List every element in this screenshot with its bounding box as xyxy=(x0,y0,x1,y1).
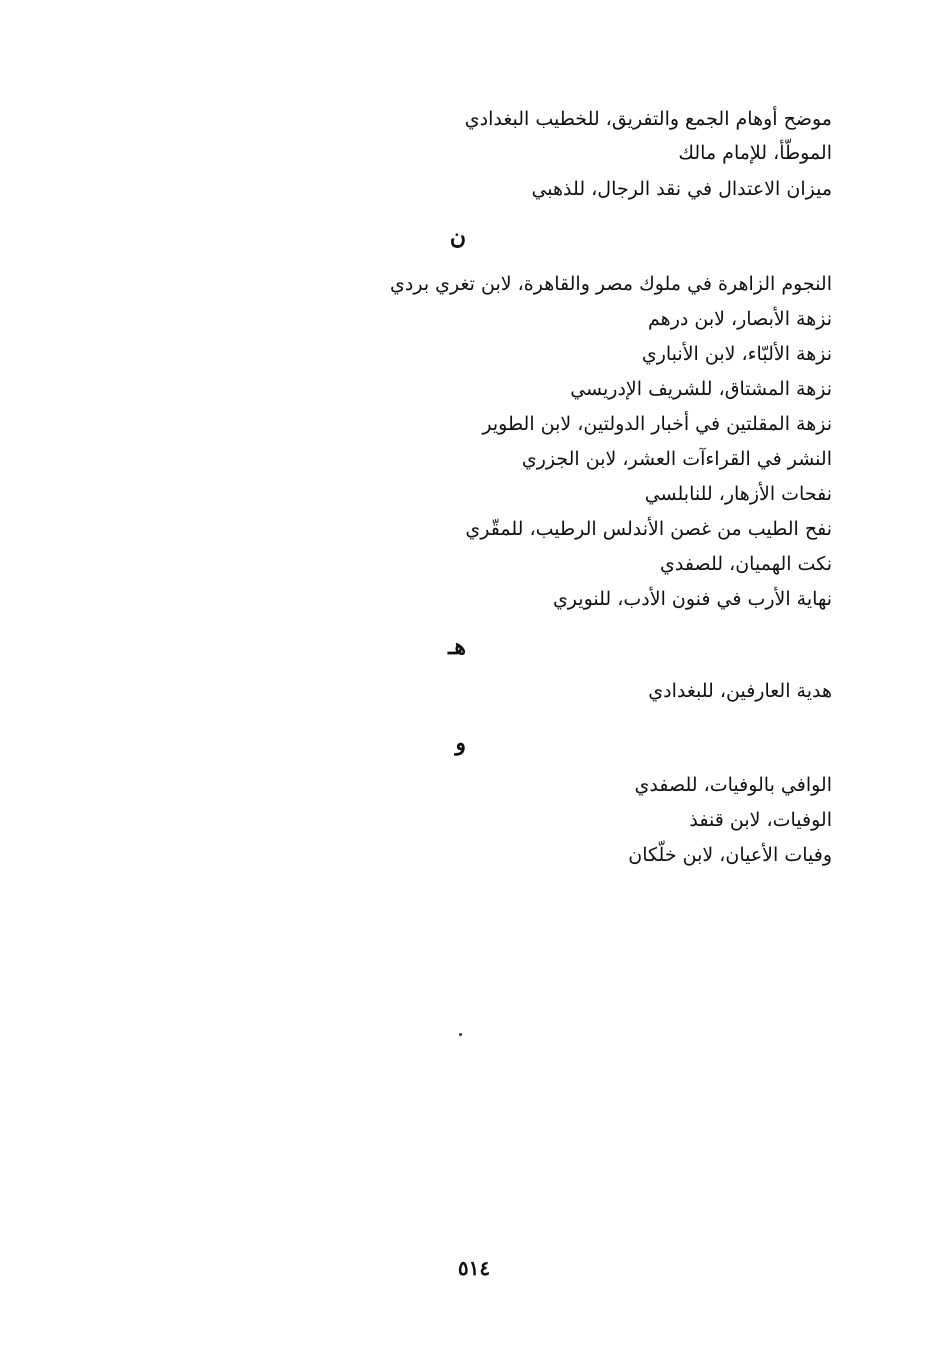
index-entry: نزهة الألبّاء، لابن الأنباري xyxy=(641,343,832,365)
index-entry: الموطّأ، للإمام مالك xyxy=(678,142,832,164)
index-entry: نزهة الأبصار، لابن درهم xyxy=(648,308,832,330)
index-entry: هدية العارفين، للبغدادي xyxy=(648,680,832,702)
index-entry: نكت الهميان، للصفدي xyxy=(660,553,832,575)
index-entry: الوافي بالوفيات، للصفدي xyxy=(634,774,832,796)
index-entry: النشر في القراءآت العشر، لابن الجزري xyxy=(521,448,832,470)
index-entry: الوفيات، لابن قنفذ xyxy=(689,809,832,831)
index-entry: نفحات الأزهار، للنابلسي xyxy=(644,483,832,505)
index-entry: نهاية الأرب في فنون الأدب، للنويري xyxy=(552,588,832,610)
index-entry: ميزان الاعتدال في نقد الرجال، للذهبي xyxy=(531,178,832,200)
page-number: ٥١٤ xyxy=(457,1256,491,1280)
index-entry: نزهة المشتاق، للشريف الإدريسي xyxy=(570,378,832,400)
section-letter-heading: و xyxy=(455,730,466,756)
index-entry: نفح الطيب من غصن الأندلس الرطيب، للمقّري xyxy=(465,518,832,540)
section-letter-heading: هـ xyxy=(447,634,466,660)
speck-mark xyxy=(459,1033,462,1036)
section-letter-heading: ن xyxy=(449,224,466,250)
index-entry: وفيات الأعيان، لابن خلّكان xyxy=(628,844,832,866)
index-entry: موضح أوهام الجمع والتفريق، للخطيب البغدادي xyxy=(464,108,832,130)
index-entry: النجوم الزاهرة في ملوك مصر والقاهرة، لابن تغري بردي xyxy=(390,273,832,295)
index-entry: نزهة المقلتين في أخبار الدولتين، لابن الطوير xyxy=(482,413,832,435)
